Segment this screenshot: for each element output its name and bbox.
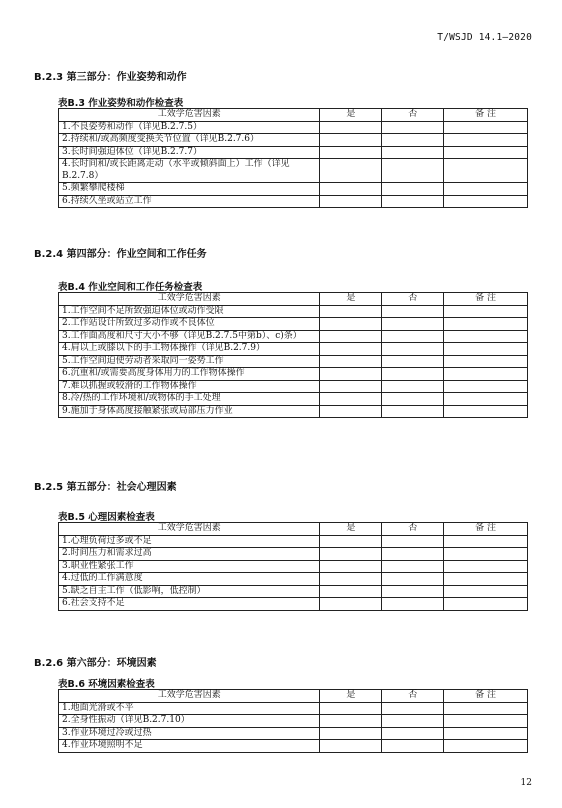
no-cell [382,146,444,159]
remark-cell [444,330,528,343]
no-cell [382,715,444,728]
no-cell [382,405,444,418]
no-cell [382,183,444,196]
no-cell [382,560,444,573]
no-cell [382,585,444,598]
yes-cell [320,305,382,318]
remark-cell [444,318,528,331]
remark-cell [444,195,528,208]
hazard-factor-cell: 6.持续久坐或站立工作 [59,195,320,208]
remark-cell [444,598,528,611]
yes-cell [320,121,382,134]
no-cell [382,368,444,381]
column-header: 是 [320,523,382,536]
table-row [59,159,528,183]
remark-cell [444,183,528,196]
hazard-factor-cell: 8.冷/热的工作环境和/或物体的手工处理 [59,393,320,406]
no-cell [382,355,444,368]
hazard-factor-cell: 1.心理负荷过多或不足 [59,535,320,548]
table-row [59,740,528,753]
table-row [59,573,528,586]
remark-cell [444,380,528,393]
table-row [59,598,528,611]
hazard-factor-cell: 6.社会支持不足 [59,598,320,611]
section-heading-b26: B.2.6 第六部分：环境因素 [34,658,157,669]
table-row [59,195,528,208]
yes-cell [320,368,382,381]
hazard-factor-cell: 2.工作站设计所致过多动作或不良体位 [59,318,320,331]
yes-cell [320,560,382,573]
table-row [59,183,528,196]
table-row [59,330,528,343]
no-cell [382,380,444,393]
remark-cell [444,343,528,356]
hazard-factor-cell: 5.工作空间迫使劳动者采取同一姿势工作 [59,355,320,368]
yes-cell [320,598,382,611]
remark-cell [444,560,528,573]
yes-cell [320,183,382,196]
column-header: 备 注 [444,109,528,122]
hazard-factor-cell: 3.职业性紧张工作 [59,560,320,573]
yes-cell [320,330,382,343]
remark-cell [444,134,528,147]
remark-cell [444,535,528,548]
hazard-factor-cell: 3.长时间强迫体位（详见B.2.7.7） [59,146,320,159]
hazard-factor-cell: 9.施加于身体高度接触紧张或局部压力作业 [59,405,320,418]
remark-cell [444,393,528,406]
yes-cell [320,727,382,740]
table-row [59,380,528,393]
table-header-row [59,523,528,536]
hazard-factor-cell: 3.作业环境过冷或过热 [59,727,320,740]
table-caption-b3: 表B.3 作业姿势和动作检查表 [58,98,184,109]
table-header-row [59,293,528,306]
yes-cell [320,548,382,561]
table-row [59,585,528,598]
remark-cell [444,305,528,318]
yes-cell [320,146,382,159]
table-row [59,393,528,406]
page-number: 12 [520,778,532,788]
no-cell [382,134,444,147]
remark-cell [444,146,528,159]
table-b6 [58,689,528,753]
table-row [59,702,528,715]
remark-cell [444,159,528,183]
table-caption-b4: 表B.4 作业空间和工作任务检查表 [58,282,203,293]
no-cell [382,195,444,208]
yes-cell [320,134,382,147]
yes-cell [320,380,382,393]
yes-cell [320,702,382,715]
no-cell [382,573,444,586]
table-row [59,368,528,381]
hazard-factor-cell: 5.缺乏自主工作（低影响，低控制） [59,585,320,598]
table-row [59,134,528,147]
yes-cell [320,318,382,331]
section-heading-b23: B.2.3 第三部分：作业姿势和动作 [34,72,187,83]
column-header: 否 [382,109,444,122]
document-code: T/WSJD 14.1—2020 [437,32,532,43]
remark-cell [444,740,528,753]
column-header: 备 注 [444,690,528,703]
yes-cell [320,585,382,598]
hazard-factor-cell: 7.难以抓握或较滑的工作物体操作 [59,380,320,393]
section-heading-b24: B.2.4 第四部分：作业空间和工作任务 [34,249,207,260]
remark-cell [444,548,528,561]
yes-cell [320,195,382,208]
column-header: 备 注 [444,523,528,536]
table-row [59,715,528,728]
remark-cell [444,585,528,598]
hazard-factor-cell: 2.持续和/或高频度变换关节位置（详见B.2.7.6） [59,134,320,147]
table-row [59,727,528,740]
no-cell [382,305,444,318]
no-cell [382,740,444,753]
table-row [59,121,528,134]
yes-cell [320,343,382,356]
table-caption-b6: 表B.6 环境因素检查表 [58,679,155,690]
no-cell [382,318,444,331]
remark-cell [444,573,528,586]
column-header: 工效学危害因素 [59,293,320,306]
column-header: 否 [382,523,444,536]
column-header: 工效学危害因素 [59,523,320,536]
yes-cell [320,573,382,586]
column-header: 是 [320,109,382,122]
yes-cell [320,159,382,183]
yes-cell [320,393,382,406]
table-row [59,305,528,318]
no-cell [382,598,444,611]
table-row [59,146,528,159]
yes-cell [320,740,382,753]
column-header: 是 [320,690,382,703]
hazard-factor-cell: 1.地面光滑或不平 [59,702,320,715]
yes-cell [320,535,382,548]
remark-cell [444,727,528,740]
no-cell [382,393,444,406]
remark-cell [444,121,528,134]
no-cell [382,343,444,356]
no-cell [382,702,444,715]
column-header: 工效学危害因素 [59,690,320,703]
table-caption-b5: 表B.5 心理因素检查表 [58,512,155,523]
yes-cell [320,355,382,368]
remark-cell [444,368,528,381]
column-header: 是 [320,293,382,306]
no-cell [382,548,444,561]
table-row [59,548,528,561]
column-header: 备 注 [444,293,528,306]
yes-cell [320,715,382,728]
hazard-factor-cell: 4.作业环境照明不足 [59,740,320,753]
remark-cell [444,405,528,418]
hazard-factor-cell: 4.肩以上或膝以下的手工物体操作（详见B.2.7.9） [59,343,320,356]
hazard-factor-cell: 3.工作面高度和尺寸大小不够（详见B.2.7.5中第b）、c)条） [59,330,320,343]
table-header-row [59,109,528,122]
table-row [59,318,528,331]
remark-cell [444,702,528,715]
table-b4 [58,292,528,418]
no-cell [382,121,444,134]
table-b3 [58,108,528,208]
table-header-row [59,690,528,703]
table-row [59,355,528,368]
hazard-factor-cell: 4.长时间和/或长距离走动（水平或倾斜面上）工作（详见B.2.7.8） [59,159,320,183]
table-b5 [58,522,528,611]
remark-cell [444,355,528,368]
table-row [59,405,528,418]
section-heading-b25: B.2.5 第五部分：社会心理因素 [34,482,177,493]
remark-cell [444,715,528,728]
column-header: 否 [382,690,444,703]
no-cell [382,159,444,183]
hazard-factor-cell: 2.时间压力和需求过高 [59,548,320,561]
no-cell [382,535,444,548]
hazard-factor-cell: 5.频繁攀爬楼梯 [59,183,320,196]
hazard-factor-cell: 1.工作空间不足所致强迫体位或动作受限 [59,305,320,318]
table-row [59,343,528,356]
yes-cell [320,405,382,418]
no-cell [382,330,444,343]
table-row [59,535,528,548]
table-row [59,560,528,573]
hazard-factor-cell: 2.全身性振动（详见B.2.7.10） [59,715,320,728]
column-header: 否 [382,293,444,306]
no-cell [382,727,444,740]
column-header: 工效学危害因素 [59,109,320,122]
hazard-factor-cell: 4.过低的工作满意度 [59,573,320,586]
hazard-factor-cell: 6.沉重和/或需要高度身体用力的工作物体操作 [59,368,320,381]
hazard-factor-cell: 1.不良姿势和动作（详见B.2.7.5） [59,121,320,134]
